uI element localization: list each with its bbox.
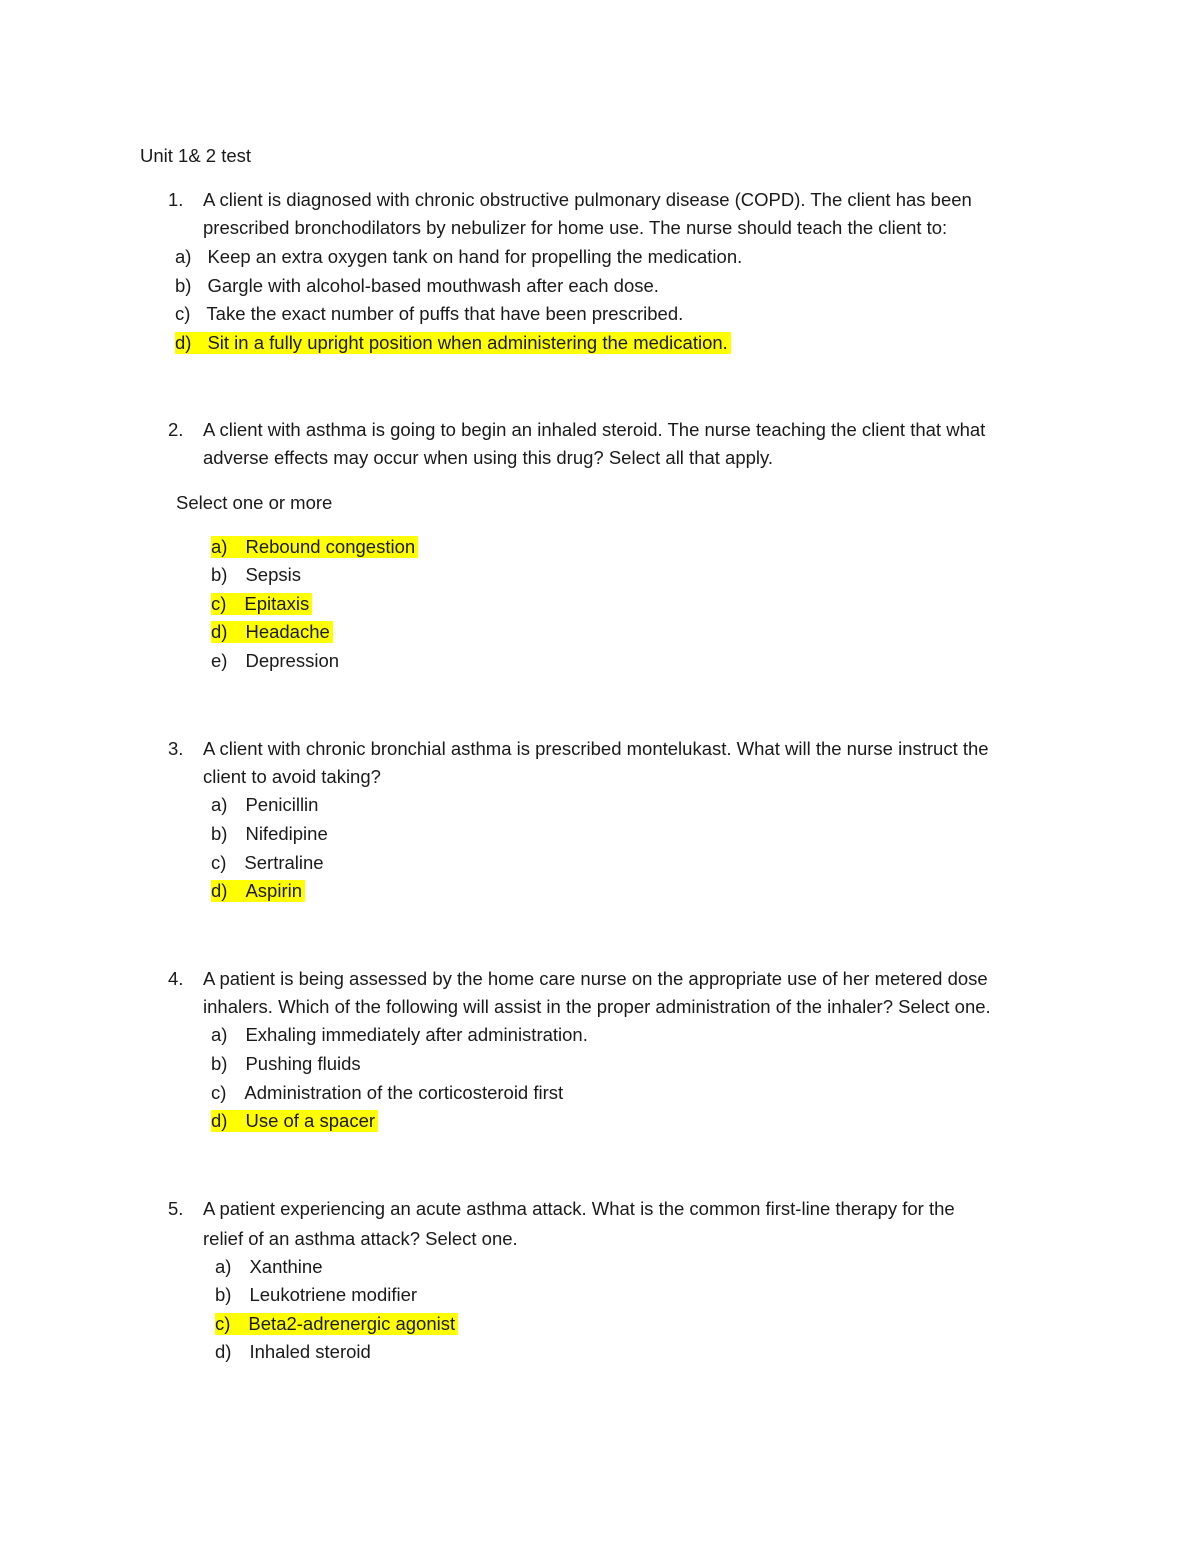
question-text: relief of an asthma attack? Select one. (203, 1228, 518, 1249)
option-letter: a) (215, 1256, 232, 1277)
answer-option (175, 303, 683, 325)
option-text: Take the exact number of puffs that have been prescribed. (206, 303, 684, 324)
answer-option (211, 564, 301, 586)
option-text: Xanthine (249, 1256, 323, 1277)
option-text: Headache (245, 621, 330, 642)
option-text: Inhaled steroid (249, 1341, 371, 1362)
option-letter: a) (175, 246, 192, 267)
option-letter: d) (215, 1341, 232, 1362)
question-number: 3. (168, 738, 184, 759)
answer-option (215, 1284, 417, 1306)
question-text: adverse effects may occur when using this drug? Select all that apply. (203, 447, 774, 468)
answer-option (215, 1341, 371, 1363)
question-number: 1. (168, 189, 184, 210)
option-letter: a) (211, 794, 228, 815)
option-letter: d) (211, 1110, 228, 1131)
question-text: A patient is being assessed by the home care nurse on the appropriate use of her metered dose (203, 968, 988, 989)
answer-option (211, 1053, 361, 1075)
question-text: A client is diagnosed with chronic obstructive pulmonary disease (COPD). The client has been (203, 189, 972, 210)
option-text: Sepsis (245, 564, 301, 585)
option-letter: c) (211, 593, 227, 614)
option-letter: b) (211, 564, 228, 585)
option-text: Epitaxis (244, 593, 310, 614)
option-text: Aspirin (245, 880, 303, 901)
answer-option-highlighted (211, 621, 333, 643)
question-number: 4. (168, 968, 184, 989)
question-text: inhalers. Which of the following will assist in the proper administration of the inhaler? Select one. (203, 996, 991, 1017)
answer-option-highlighted (211, 593, 312, 615)
question-text: A client with asthma is going to begin an inhaled steroid. The nurse teaching the client that what (203, 419, 986, 440)
question-text: client to avoid taking? (203, 766, 381, 787)
option-letter: b) (211, 823, 228, 844)
option-letter: d) (175, 332, 192, 353)
answer-option (175, 275, 659, 297)
option-text: Sertraline (244, 852, 324, 873)
option-letter: b) (175, 275, 192, 296)
option-text: Use of a spacer (245, 1110, 376, 1131)
answer-option (211, 823, 328, 845)
option-letter: b) (211, 1053, 228, 1074)
option-text: Keep an extra oxygen tank on hand for propelling the medication. (207, 246, 743, 267)
option-text: Leukotriene modifier (249, 1284, 418, 1305)
option-letter: a) (211, 1024, 228, 1045)
page-title: Unit 1& 2 test (140, 145, 252, 166)
option-text: Pushing fluids (245, 1053, 361, 1074)
option-letter: c) (211, 852, 227, 873)
option-letter: c) (215, 1313, 231, 1334)
answer-option-highlighted (211, 1110, 378, 1132)
option-letter: c) (175, 303, 191, 324)
question-number: 2. (168, 419, 184, 440)
select-instruction: Select one or more (176, 492, 333, 513)
option-text: Depression (245, 650, 340, 671)
question-text: prescribed bronchodilators by nebulizer for home use. The nurse should teach the client to: (203, 217, 948, 238)
option-text: Nifedipine (245, 823, 328, 844)
option-letter: b) (215, 1284, 232, 1305)
question-text: A client with chronic bronchial asthma is prescribed montelukast. What will the nurse instruct the (203, 738, 989, 759)
option-text: Administration of the corticosteroid first (244, 1082, 564, 1103)
option-letter: e) (211, 650, 228, 671)
answer-option (215, 1256, 323, 1278)
answer-option (211, 1024, 588, 1046)
question-text: A patient experiencing an acute asthma attack. What is the common first-line therapy for the (203, 1198, 955, 1219)
question-number: 5. (168, 1198, 184, 1219)
option-text: Rebound congestion (245, 536, 416, 557)
answer-option (211, 794, 318, 816)
answer-option-highlighted (211, 536, 418, 558)
answer-option (175, 246, 742, 268)
option-letter: d) (211, 621, 228, 642)
answer-option-highlighted (215, 1313, 458, 1335)
option-letter: d) (211, 880, 228, 901)
answer-option (211, 1082, 563, 1104)
option-letter: a) (211, 536, 228, 557)
option-letter: c) (211, 1082, 227, 1103)
option-text: Gargle with alcohol-based mouthwash after each dose. (207, 275, 659, 296)
answer-option-highlighted (211, 880, 305, 902)
answer-option (211, 650, 339, 672)
option-text: Beta2-adrenergic agonist (248, 1313, 456, 1334)
answer-option (211, 852, 324, 874)
option-text: Sit in a fully upright position when administering the medication. (207, 332, 728, 353)
answer-option-highlighted (175, 332, 731, 354)
option-text: Penicillin (245, 794, 319, 815)
option-text: Exhaling immediately after administration. (245, 1024, 588, 1045)
